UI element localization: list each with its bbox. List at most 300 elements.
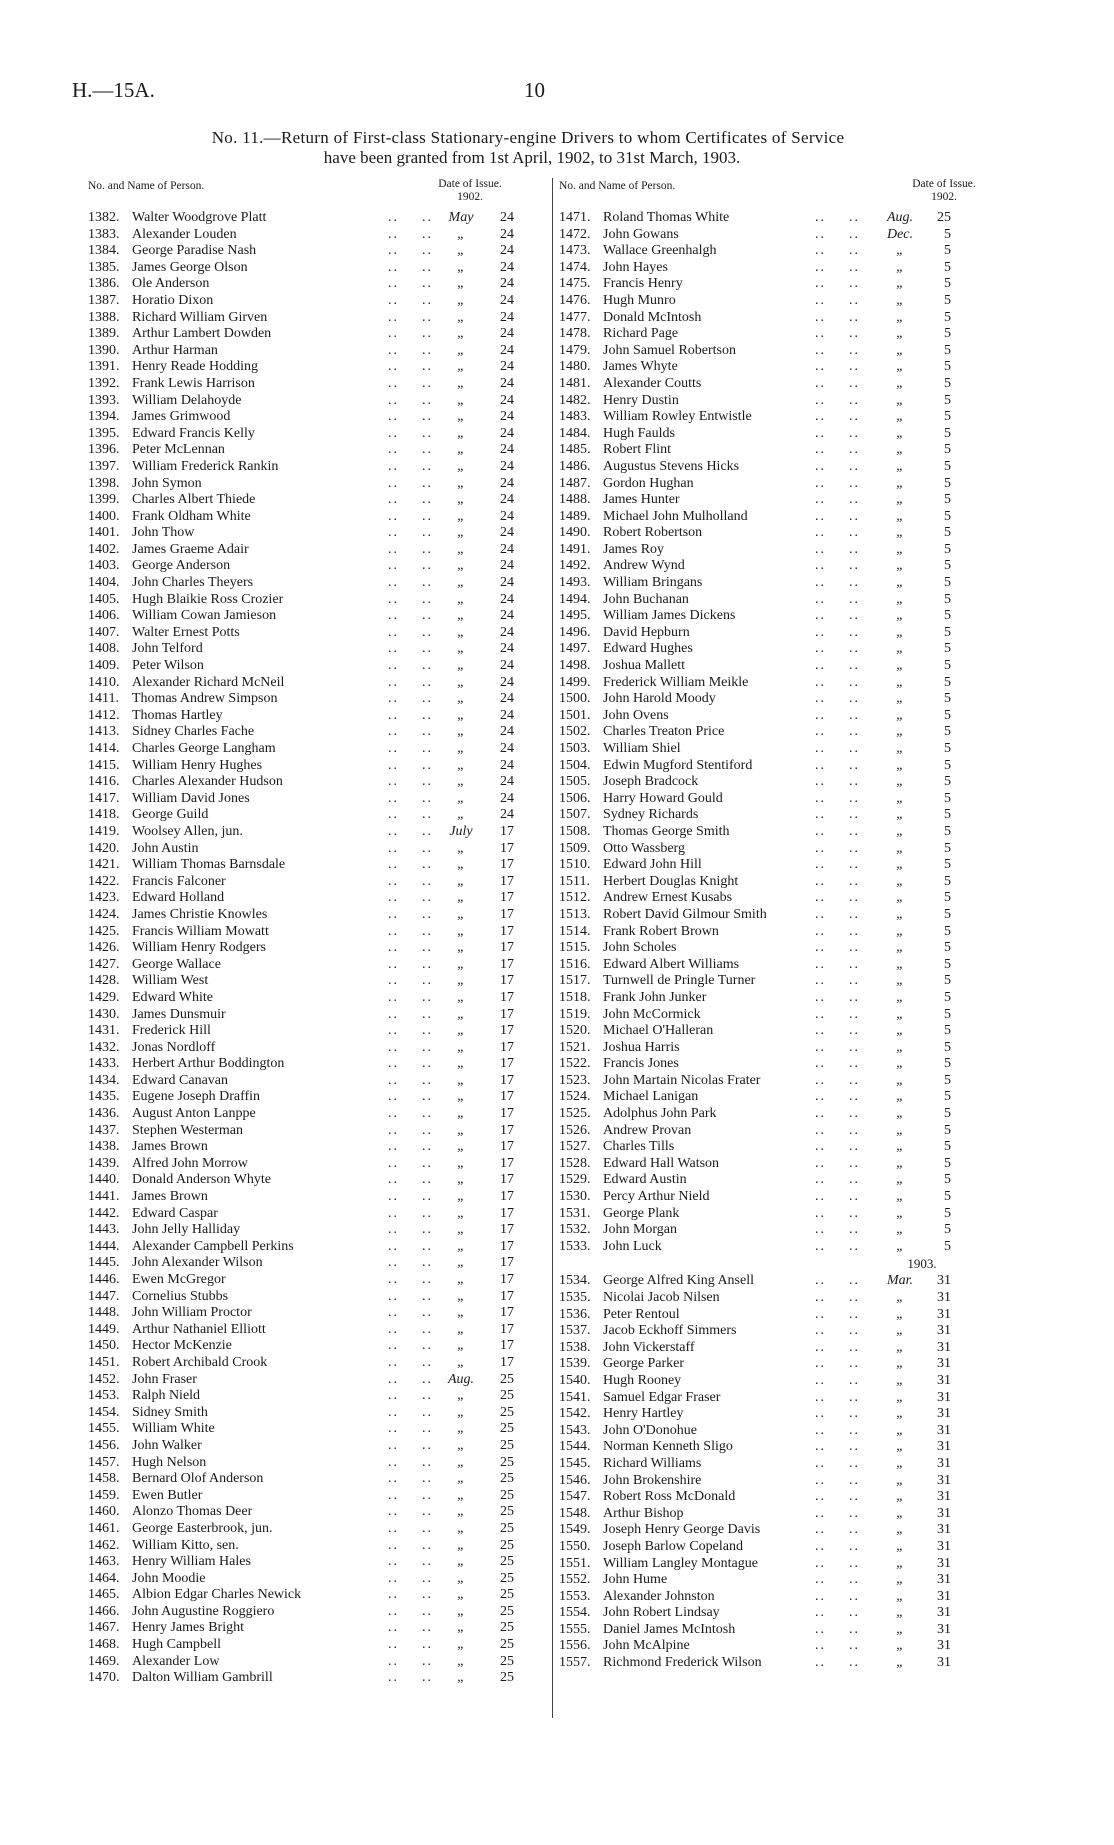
table-row — [88, 608, 550, 625]
issue-month: „ — [896, 1572, 904, 1588]
issue-month: „ — [896, 508, 904, 524]
certificate-number: 1486. — [559, 458, 591, 474]
issue-day: 25 — [500, 1570, 514, 1586]
leader-dots: .. — [815, 1155, 826, 1171]
table-row — [88, 442, 550, 459]
leader-dots: .. — [422, 956, 433, 972]
table-row — [88, 1023, 550, 1040]
issue-day: 24 — [500, 608, 514, 624]
certificate-number: 1488. — [559, 492, 591, 508]
issue-month: „ — [896, 1655, 904, 1671]
leader-dots: .. — [815, 1205, 826, 1221]
person-name: Edward Canavan — [132, 1072, 229, 1088]
table-row — [88, 426, 550, 443]
title-line-2: have been granted from 1st April, 1902, to 31st March, 1903. — [323, 148, 741, 167]
issue-day: 5 — [944, 774, 951, 790]
issue-day: 31 — [937, 1655, 951, 1671]
person-name: Henry James Bright — [132, 1620, 244, 1636]
leader-dots: .. — [388, 1620, 399, 1636]
issue-day: 17 — [500, 1155, 514, 1171]
person-name: George Alfred King Ansell — [603, 1273, 754, 1289]
issue-month: „ — [896, 326, 904, 342]
certificate-number: 1522. — [559, 1056, 591, 1072]
issue-month: „ — [457, 1288, 465, 1304]
issue-month: „ — [896, 823, 904, 839]
table-row — [559, 442, 991, 459]
certificate-number: 1386. — [88, 276, 120, 292]
leader-dots: .. — [815, 375, 826, 391]
issue-month: „ — [457, 1603, 465, 1619]
certificate-number: 1524. — [559, 1089, 591, 1105]
leader-dots: .. — [849, 691, 860, 707]
table-row — [559, 227, 991, 244]
table-row — [88, 1139, 550, 1156]
issue-day: 25 — [500, 1520, 514, 1536]
issue-day: 5 — [944, 989, 951, 1005]
table-row — [88, 1654, 550, 1671]
issue-day: 17 — [500, 1089, 514, 1105]
person-name: William West — [132, 973, 209, 989]
leader-dots: .. — [422, 575, 433, 591]
person-name: William Henry Rodgers — [132, 940, 266, 956]
issue-month: „ — [896, 1172, 904, 1188]
leader-dots: .. — [815, 624, 826, 640]
leader-dots: .. — [815, 807, 826, 823]
leader-dots: .. — [849, 525, 860, 541]
leader-dots: .. — [849, 359, 860, 375]
leader-dots: .. — [422, 790, 433, 806]
date-header — [899, 178, 989, 204]
leader-dots: .. — [849, 1505, 860, 1521]
leader-dots: .. — [849, 508, 860, 524]
leader-dots: .. — [849, 1023, 860, 1039]
table-row — [559, 575, 991, 592]
leader-dots: .. — [849, 624, 860, 640]
issue-day: 5 — [944, 442, 951, 458]
leader-dots: .. — [815, 442, 826, 458]
issue-day: 17 — [500, 956, 514, 972]
table-row — [88, 1206, 550, 1223]
issue-month: „ — [457, 442, 465, 458]
leader-dots: .. — [815, 956, 826, 972]
issue-month: „ — [896, 923, 904, 939]
leader-dots: .. — [849, 1489, 860, 1505]
leader-dots: .. — [422, 1404, 433, 1420]
leader-dots: .. — [422, 276, 433, 292]
issue-day: 17 — [500, 1321, 514, 1337]
issue-month: „ — [896, 276, 904, 292]
leader-dots: .. — [422, 741, 433, 756]
table-row — [88, 1521, 550, 1538]
issue-month: „ — [457, 741, 465, 756]
person-name: Gordon Hughan — [603, 475, 694, 491]
name-header: No. and Name of Person. — [88, 180, 205, 192]
issue-month: „ — [457, 1620, 465, 1636]
person-name: Henry Hartley — [603, 1406, 684, 1422]
issue-day: 17 — [500, 940, 514, 956]
right-rows-1903 — [559, 1273, 991, 1671]
column-header — [88, 178, 550, 210]
certificate-number: 1455. — [88, 1421, 120, 1437]
certificate-number: 1478. — [559, 326, 591, 342]
certificate-number: 1492. — [559, 558, 591, 574]
person-name: William David Jones — [132, 790, 250, 806]
issue-month: „ — [896, 807, 904, 823]
issue-day: 5 — [944, 724, 951, 740]
leader-dots: .. — [815, 641, 826, 657]
certificate-number: 1397. — [88, 458, 120, 474]
leader-dots: .. — [388, 608, 399, 624]
leader-dots: .. — [849, 1389, 860, 1405]
leader-dots: .. — [849, 774, 860, 790]
person-name: Arthur Harman — [132, 342, 218, 358]
issue-day: 17 — [500, 1238, 514, 1254]
certificate-number: 1448. — [88, 1305, 120, 1321]
certificate-number: 1429. — [88, 989, 120, 1005]
issue-month: „ — [457, 558, 465, 574]
table-row — [559, 359, 991, 376]
issue-month: „ — [457, 1006, 465, 1022]
issue-day: 17 — [500, 906, 514, 922]
issue-month: „ — [896, 1106, 904, 1122]
certificate-number: 1507. — [559, 807, 591, 823]
person-name: John Brokenshire — [603, 1472, 702, 1488]
certificate-number: 1460. — [88, 1504, 120, 1520]
certificate-number: 1399. — [88, 492, 120, 508]
leader-dots: .. — [388, 1437, 399, 1453]
person-name: Frank Oldham White — [132, 508, 251, 524]
leader-dots: .. — [388, 989, 399, 1005]
person-name: John Samuel Robertson — [603, 342, 736, 358]
person-name: Adolphus John Park — [603, 1106, 717, 1122]
issue-month: „ — [896, 1238, 904, 1254]
table-row — [88, 243, 550, 260]
certificate-number: 1456. — [88, 1437, 120, 1453]
issue-day: 25 — [500, 1421, 514, 1437]
leader-dots: .. — [422, 1487, 433, 1503]
table-row — [88, 890, 550, 907]
issue-day: 5 — [944, 807, 951, 823]
issue-day: 31 — [937, 1356, 951, 1372]
leader-dots: .. — [815, 541, 826, 557]
certificate-number: 1474. — [559, 259, 591, 275]
person-name: Horatio Dixon — [132, 292, 214, 308]
certificate-number: 1394. — [88, 409, 120, 425]
person-name: George Paradise Nash — [132, 243, 257, 259]
leader-dots: .. — [815, 1072, 826, 1088]
certificate-number: 1441. — [88, 1189, 120, 1205]
table-row — [88, 1372, 550, 1389]
person-name: John O'Donohue — [603, 1422, 697, 1438]
leader-dots: .. — [388, 226, 399, 242]
leader-dots: .. — [849, 1306, 860, 1322]
certificate-number: 1523. — [559, 1072, 591, 1088]
leader-dots: .. — [815, 359, 826, 375]
issue-day: 31 — [937, 1621, 951, 1637]
certificate-number: 1419. — [88, 823, 120, 839]
issue-day: 24 — [500, 624, 514, 640]
leader-dots: .. — [388, 292, 399, 308]
certificate-number: 1442. — [88, 1205, 120, 1221]
leader-dots: .. — [388, 873, 399, 889]
issue-day: 24 — [500, 525, 514, 541]
issue-day: 5 — [944, 1089, 951, 1105]
leader-dots: .. — [422, 840, 433, 856]
leader-dots: .. — [849, 1522, 860, 1538]
issue-month: „ — [457, 724, 465, 740]
certificate-number: 1420. — [88, 840, 120, 856]
leader-dots: .. — [388, 276, 399, 292]
leader-dots: .. — [815, 1472, 826, 1488]
issue-month: „ — [457, 1039, 465, 1055]
leader-dots: .. — [422, 1570, 433, 1586]
table-row — [559, 1356, 991, 1373]
leader-dots: .. — [815, 1505, 826, 1521]
table-row — [559, 1439, 991, 1456]
leader-dots: .. — [388, 1056, 399, 1072]
issue-day: 24 — [500, 492, 514, 508]
leader-dots: .. — [388, 923, 399, 939]
certificate-number: 1499. — [559, 674, 591, 690]
table-row — [88, 1421, 550, 1438]
leader-dots: .. — [849, 1072, 860, 1088]
issue-month: „ — [896, 741, 904, 756]
issue-month: „ — [896, 1538, 904, 1554]
leader-dots: .. — [422, 1620, 433, 1636]
issue-month: „ — [457, 774, 465, 790]
person-name: Francis Jones — [603, 1056, 679, 1072]
table-row — [88, 1123, 550, 1140]
certificate-number: 1383. — [88, 226, 120, 242]
person-name: Edward Holland — [132, 890, 225, 906]
certificate-number: 1551. — [559, 1555, 591, 1571]
certificate-number: 1548. — [559, 1505, 591, 1521]
leader-dots: .. — [388, 359, 399, 375]
person-name: Donald McIntosh — [603, 309, 702, 325]
leader-dots: .. — [388, 1421, 399, 1437]
leader-dots: .. — [815, 1189, 826, 1205]
table-row — [88, 376, 550, 393]
issue-day: 31 — [937, 1588, 951, 1604]
leader-dots: .. — [388, 375, 399, 391]
certificate-number: 1541. — [559, 1389, 591, 1405]
person-name: Charles Tills — [603, 1139, 675, 1155]
person-name: Robert Archibald Crook — [132, 1354, 268, 1370]
issue-day: 24 — [500, 392, 514, 408]
person-name: Donald Anderson Whyte — [132, 1172, 271, 1188]
leader-dots: .. — [422, 1338, 433, 1354]
table-row — [559, 1023, 991, 1040]
table-row — [88, 1322, 550, 1339]
table-row — [88, 1438, 550, 1455]
issue-day: 5 — [944, 823, 951, 839]
certificate-number: 1390. — [88, 342, 120, 358]
person-name: Francis Henry — [603, 276, 683, 292]
issue-day: 24 — [500, 757, 514, 773]
leader-dots: .. — [422, 1172, 433, 1188]
person-name: John Vickerstaff — [603, 1339, 695, 1355]
leader-dots: .. — [849, 1422, 860, 1438]
table-row — [88, 326, 550, 343]
leader-dots: .. — [422, 873, 433, 889]
person-name: Peter McLennan — [132, 442, 225, 458]
person-name: Frederick Hill — [132, 1023, 211, 1039]
certificate-number: 1457. — [88, 1454, 120, 1470]
table-row — [88, 1670, 550, 1687]
leader-dots: .. — [849, 276, 860, 292]
leader-dots: .. — [815, 508, 826, 524]
person-name: John Charles Theyers — [132, 575, 254, 591]
issue-day: 24 — [500, 276, 514, 292]
issue-day: 17 — [500, 1354, 514, 1370]
person-name: George Plank — [603, 1205, 680, 1221]
leader-dots: .. — [422, 973, 433, 989]
certificate-number: 1494. — [559, 591, 591, 607]
issue-day: 25 — [500, 1554, 514, 1570]
issue-day: 5 — [944, 342, 951, 358]
person-name: Peter Wilson — [132, 658, 204, 674]
table-row — [559, 1390, 991, 1407]
certificate-number: 1395. — [88, 425, 120, 441]
leader-dots: .. — [422, 259, 433, 275]
leader-dots: .. — [815, 558, 826, 574]
issue-day: 5 — [944, 1205, 951, 1221]
table-row — [559, 1572, 991, 1589]
certificate-number: 1521. — [559, 1039, 591, 1055]
certificate-number: 1516. — [559, 956, 591, 972]
certificate-number: 1444. — [88, 1238, 120, 1254]
issue-month: „ — [457, 641, 465, 657]
issue-month: „ — [457, 1487, 465, 1503]
leader-dots: .. — [849, 259, 860, 275]
certificate-number: 1526. — [559, 1122, 591, 1138]
issue-month: „ — [457, 1321, 465, 1337]
table-row — [559, 1206, 991, 1223]
person-name: Hugh Campbell — [132, 1637, 222, 1653]
issue-month: „ — [896, 1588, 904, 1604]
table-row — [559, 1056, 991, 1073]
leader-dots: .. — [388, 956, 399, 972]
leader-dots: .. — [815, 1172, 826, 1188]
certificate-number: 1497. — [559, 641, 591, 657]
leader-dots: .. — [388, 243, 399, 259]
table-row — [88, 1305, 550, 1322]
leader-dots: .. — [388, 1471, 399, 1487]
issue-day: 31 — [937, 1605, 951, 1621]
issue-month: „ — [457, 309, 465, 325]
leader-dots: .. — [388, 1338, 399, 1354]
issue-month: „ — [896, 691, 904, 707]
certificate-number: 1449. — [88, 1321, 120, 1337]
leader-dots: .. — [388, 1006, 399, 1022]
certificate-number: 1509. — [559, 840, 591, 856]
person-name: John Walker — [132, 1437, 202, 1453]
leader-dots: .. — [388, 1255, 399, 1271]
person-name: Hector McKenzie — [132, 1338, 232, 1354]
table-row — [88, 1455, 550, 1472]
table-row — [88, 1007, 550, 1024]
certificate-number: 1525. — [559, 1106, 591, 1122]
person-name: John Luck — [603, 1238, 662, 1254]
issue-month: „ — [457, 973, 465, 989]
table-row — [88, 1471, 550, 1488]
leader-dots: .. — [849, 1139, 860, 1155]
leader-dots: .. — [849, 906, 860, 922]
issue-day: 24 — [500, 641, 514, 657]
issue-day: 31 — [937, 1439, 951, 1455]
leader-dots: .. — [388, 475, 399, 491]
issue-day: 25 — [500, 1437, 514, 1453]
issue-month: „ — [896, 1155, 904, 1171]
certificate-number: 1489. — [559, 508, 591, 524]
leader-dots: .. — [849, 425, 860, 441]
table-row — [559, 874, 991, 891]
issue-day: 5 — [944, 608, 951, 624]
leader-dots: .. — [849, 1039, 860, 1055]
certificate-number: 1468. — [88, 1637, 120, 1653]
issue-day: 24 — [500, 475, 514, 491]
leader-dots: .. — [422, 724, 433, 740]
issue-day: 17 — [500, 890, 514, 906]
date-header-label: Date of Issue. — [912, 178, 976, 190]
issue-day: 17 — [500, 1222, 514, 1238]
issue-month: „ — [457, 608, 465, 624]
issue-day: 24 — [500, 342, 514, 358]
person-name: Robert Flint — [603, 442, 672, 458]
issue-day: 17 — [500, 1205, 514, 1221]
issue-day: 25 — [500, 1471, 514, 1487]
table-row — [88, 907, 550, 924]
table-row — [559, 525, 991, 542]
table-row — [88, 227, 550, 244]
issue-month: „ — [457, 873, 465, 889]
issue-month: „ — [457, 1520, 465, 1536]
leader-dots: .. — [849, 309, 860, 325]
issue-day: 5 — [944, 1056, 951, 1072]
person-name: James Hunter — [603, 492, 680, 508]
issue-month: „ — [457, 1189, 465, 1205]
certificate-number: 1530. — [559, 1189, 591, 1205]
issue-month: „ — [896, 608, 904, 624]
person-name: John Ovens — [603, 707, 669, 723]
issue-month: „ — [896, 342, 904, 358]
issue-month: „ — [457, 292, 465, 308]
issue-day: 5 — [944, 326, 951, 342]
table-row — [559, 1139, 991, 1156]
leader-dots: .. — [388, 1089, 399, 1105]
person-name: George Parker — [603, 1356, 684, 1372]
leader-dots: .. — [815, 1222, 826, 1238]
person-name: William Bringans — [603, 575, 703, 591]
person-name: John Harold Moody — [603, 691, 716, 707]
certificate-number: 1483. — [559, 409, 591, 425]
person-name: Frederick William Meikle — [603, 674, 749, 690]
table-row — [88, 1488, 550, 1505]
issue-day: 5 — [944, 475, 951, 491]
issue-day: 24 — [500, 707, 514, 723]
person-name: Herbert Douglas Knight — [603, 873, 739, 889]
table-row — [88, 957, 550, 974]
leader-dots: .. — [815, 1290, 826, 1305]
issue-day: 17 — [500, 1122, 514, 1138]
issue-month: Mar. — [886, 1273, 914, 1289]
certificate-number: 1402. — [88, 541, 120, 557]
leader-dots: .. — [849, 1323, 860, 1339]
leader-dots: .. — [815, 1538, 826, 1554]
table-row — [88, 1056, 550, 1073]
issue-month: „ — [457, 1587, 465, 1603]
person-name: Walter Ernest Potts — [132, 624, 240, 640]
